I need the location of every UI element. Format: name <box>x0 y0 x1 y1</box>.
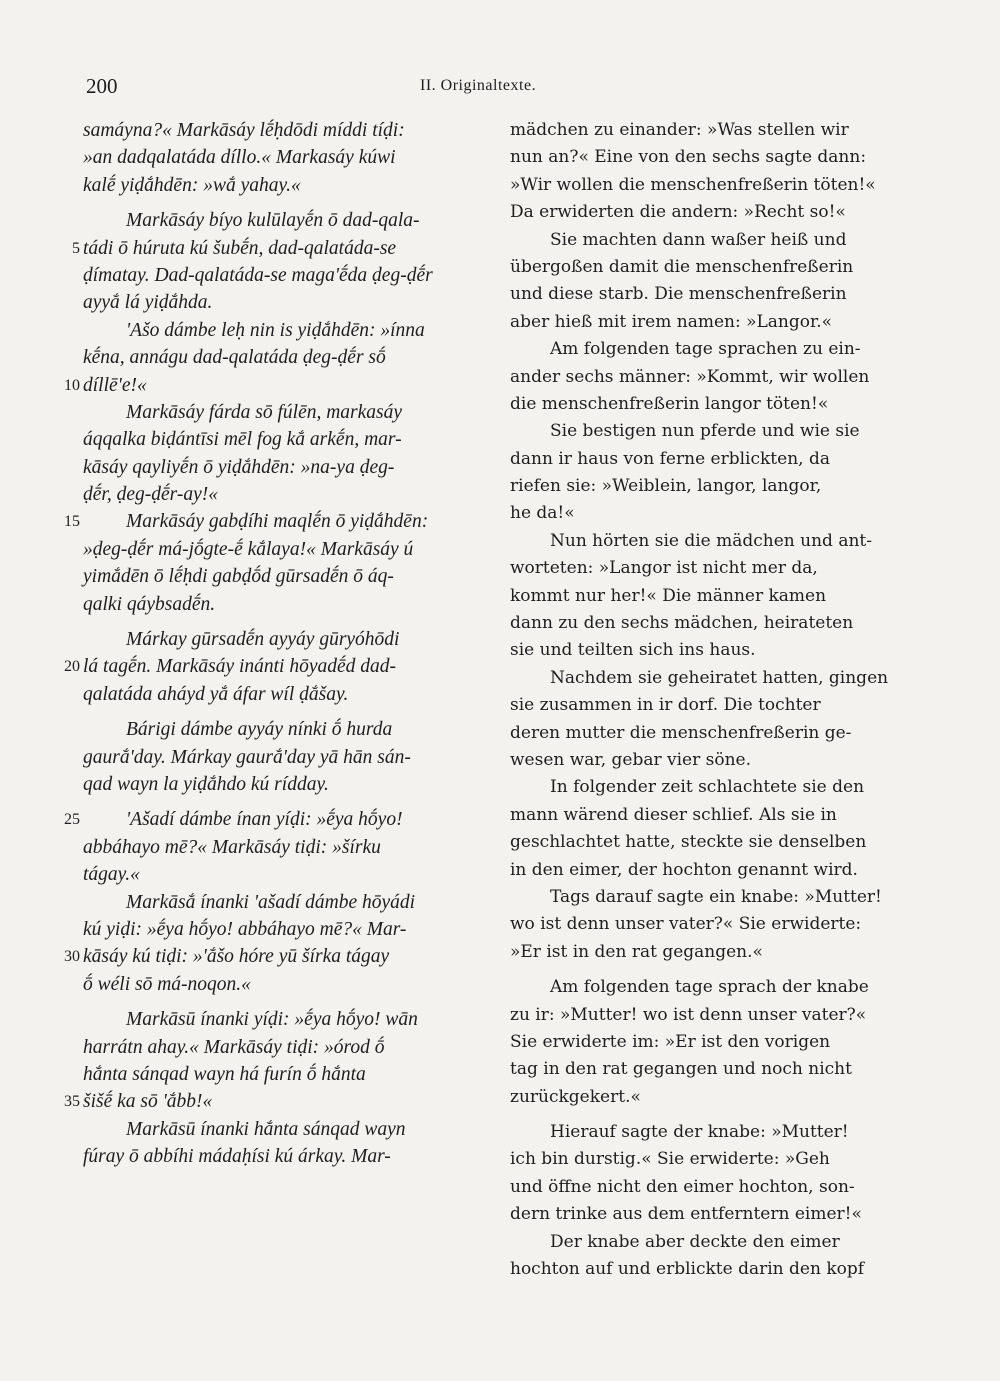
german-line-text: ander sechs männer: »Kommt, wir wollen <box>510 366 870 387</box>
somali-line <box>83 744 483 771</box>
german-line <box>510 473 905 500</box>
line-number: 20 <box>64 658 80 676</box>
somali-line-text: Markāsáy gabḍíhi maqlḗn ō yiḍắhdēn: <box>126 511 429 533</box>
german-line <box>510 1119 905 1146</box>
german-line-text: Nachdem sie geheiratet hatten, gingen <box>550 667 889 688</box>
line-number: 5 <box>72 239 80 257</box>
somali-line <box>83 426 483 453</box>
somali-line <box>64 1088 483 1115</box>
german-line <box>510 747 905 774</box>
somali-line <box>83 861 483 888</box>
german-line-text: tag in den rat gegangen und noch nicht <box>510 1059 852 1080</box>
somali-line-text: kú yiḍi: »ḗya hṓyo! abbáhayo mē?« Mar- <box>83 918 407 940</box>
german-line <box>510 336 905 363</box>
german-line <box>510 172 905 199</box>
somali-line <box>83 1116 483 1143</box>
german-line <box>510 665 905 692</box>
somali-line-text: yimắdēn ō lḗḥdi gabḍṓd gūrsadḗn ō áq- <box>83 566 394 588</box>
somali-line-text: fúray ō abbíhi mádaḥísi kú árkay. Mar- <box>83 1146 391 1168</box>
german-line-text: aber hieß mit irem namen: »Langor.« <box>510 311 833 332</box>
somali-line-text: abbáhayo mē?« Markāsáy tiḍi: »šírku <box>83 836 381 858</box>
german-line <box>510 199 905 226</box>
german-line <box>510 1174 905 1201</box>
somali-line-text: ḍímatay. Dad-qalatáda-se maga'ḗda ḍeg-ḍḗr <box>83 264 433 286</box>
line-number: 25 <box>64 811 80 829</box>
german-line-text: dern trinke aus dem entferntern eimer!« <box>510 1204 862 1225</box>
german-line <box>510 774 905 801</box>
somali-line <box>83 207 483 234</box>
german-line-text: Da erwiderten die andern: »Recht so!« <box>510 202 846 223</box>
somali-line-text: Markāsū ínanki yíḍi: »ḗya hṓyo! wān <box>126 1009 418 1031</box>
german-line-text: mädchen zu einander: »Was stellen wir <box>510 120 849 140</box>
somali-line <box>83 834 483 861</box>
german-line <box>510 720 905 747</box>
german-line <box>510 446 905 473</box>
line-number: 35 <box>64 1093 80 1111</box>
german-line-text: Am folgenden tage sprachen zu ein- <box>550 339 861 360</box>
german-line-text: kommt nur her!« Die männer kamen <box>510 585 827 606</box>
somali-line-text: ḍḗr, ḍeg-ḍḗr-ay!« <box>83 484 218 506</box>
somali-line-text: 'Ašadí dámbe ínan yíḍi: »ḗya hṓyo! <box>126 809 403 831</box>
somali-text-column <box>64 117 483 1170</box>
somali-line <box>83 563 483 590</box>
german-line <box>510 974 905 1001</box>
somali-line-text: kalḗ yiḍắhdēn: »wắ yahay.« <box>83 174 301 196</box>
german-line <box>510 281 905 308</box>
somali-line <box>83 399 483 426</box>
german-line-text: Sie machten dann waßer heiß und <box>550 229 847 250</box>
running-head: II. Originaltexte. <box>420 77 537 94</box>
somali-line-text: šišḗ ka sō 'ắbb!« <box>83 1091 213 1113</box>
german-line-text: in den eimer, der hochton genannt wird. <box>510 859 858 880</box>
german-translation-column <box>510 117 905 1283</box>
somali-line-text: qad wayn la yiḍắhdo kú rídday. <box>83 773 329 795</box>
somali-line <box>83 536 483 563</box>
german-line <box>510 555 905 582</box>
german-line <box>510 528 905 555</box>
somali-line-text: Markāsáy fárda sō fúlēn, markasáy <box>126 401 403 423</box>
somali-line <box>64 806 483 833</box>
somali-line <box>64 653 483 680</box>
somali-line-text: ṓ wéli sō má-noqon.« <box>83 973 251 995</box>
german-line-text: Sie bestigen nun pferde und wie sie <box>550 421 860 442</box>
german-line-text: zu ir: »Mutter! wo ist denn unser vater?« <box>510 1004 867 1025</box>
german-line-text: he da!« <box>510 503 575 524</box>
german-line <box>510 254 905 281</box>
somali-line <box>83 1006 483 1033</box>
somali-line <box>83 144 483 171</box>
somali-line <box>83 1061 483 1088</box>
somali-line <box>83 626 483 653</box>
german-line <box>510 583 905 610</box>
german-line <box>510 610 905 637</box>
german-line-text: mann wärend dieser schlief. Als sie in <box>510 804 837 825</box>
german-line <box>510 802 905 829</box>
somali-line-text: kḗna, annágu dad-qalatáda ḍeg-ḍḗr sṓ <box>83 347 386 369</box>
somali-line-text: harrátn ahay.« Markāsáy tiḍi: »órod ṓ <box>83 1036 385 1058</box>
german-line <box>510 911 905 938</box>
german-line <box>510 500 905 527</box>
somali-line-text: »an dadqalatáda díllo.« Markasáy kúwi <box>83 147 396 169</box>
somali-line-text: tágay.« <box>83 864 140 886</box>
somali-line-text: Bárigi dámbe ayyáy nínki ṓ hurda <box>126 719 393 741</box>
german-line-text: wesen war, gebar vier söne. <box>510 749 751 770</box>
german-line-text: die menschenfreßerin langor töten!« <box>510 393 829 414</box>
somali-line-text: Márkay gūrsadḗn ayyáy gūryóhōdi <box>126 629 400 651</box>
somali-line-text: ayyắ lá yiḍắhda. <box>83 292 213 314</box>
somali-line-text: qalki qáybsadḗn. <box>83 593 216 615</box>
german-line <box>510 1084 905 1111</box>
somali-line <box>64 508 483 535</box>
german-line <box>510 857 905 884</box>
german-line-text: Am folgenden tage sprach der knabe <box>550 977 869 998</box>
german-line <box>510 117 905 144</box>
somali-line-text: Markāsáy bíyo kulūlayḗn ō dad-qala- <box>126 210 420 232</box>
somali-line-text: Markāsắ ínanki 'ašadí dámbe hōyádi <box>126 891 416 913</box>
somali-line-text: qalatáda aháyd yắ áfar wíl ḍắšay. <box>83 683 349 705</box>
somali-line-text: lá tagḗn. Markāsáy inánti hōyadḗd dad- <box>83 656 397 678</box>
german-line <box>510 391 905 418</box>
line-number: 10 <box>64 376 80 394</box>
somali-line <box>83 1143 483 1170</box>
german-line <box>510 364 905 391</box>
german-line-text: Der knabe aber deckte den eimer <box>550 1231 840 1252</box>
german-line <box>510 1146 905 1173</box>
somali-line-text: áqqalka biḍántīsi mēl fog kắ arkḗn, mar- <box>83 429 402 451</box>
german-line-text: übergoßen damit die menschenfreßerin <box>510 256 854 277</box>
german-line-text: Sie erwiderte im: »Er ist den vorigen <box>510 1031 831 1052</box>
somali-line <box>83 117 483 144</box>
german-line-text: Hierauf sagte der knabe: »Mutter! <box>550 1122 849 1143</box>
somali-line <box>72 235 483 262</box>
german-line <box>510 1029 905 1056</box>
german-line <box>510 1256 905 1283</box>
german-line <box>510 829 905 856</box>
somali-line <box>83 591 483 618</box>
german-line <box>510 637 905 664</box>
somali-line <box>83 317 483 344</box>
somali-line-text: 'Ašo dámbe leḥ nin is yiḍắhdēn: »ínna <box>126 319 425 341</box>
german-line-text: wo ist denn unser vater?« Sie erwiderte: <box>510 914 862 935</box>
german-line <box>510 418 905 445</box>
german-line-text: »Wir wollen die menschenfreßerin töten!« <box>510 174 876 195</box>
somali-line-text: »ḍeg-ḍḗr má-jṓgte-ḗ kắlaya!« Markāsáy ú <box>83 538 414 560</box>
somali-line-text: tádi ō húruta kú šubḗn, dad-qalatáda-se <box>83 237 397 259</box>
german-line <box>510 1056 905 1083</box>
line-number: 15 <box>64 513 80 531</box>
german-line <box>510 939 905 966</box>
german-line <box>510 1201 905 1228</box>
somali-line-text: kāsáy kú tiḍi: »'ắšo hóre yū šírka tágay <box>83 946 390 968</box>
somali-line <box>83 716 483 743</box>
somali-line <box>83 889 483 916</box>
somali-line <box>83 971 483 998</box>
german-line-text: deren mutter die menschenfreßerin ge- <box>510 722 852 743</box>
german-line-text: und öffne nicht den eimer hochton, son- <box>510 1176 855 1197</box>
german-line-text: Tags darauf sagte ein knabe: »Mutter! <box>550 886 882 907</box>
german-line-text: geschlachtet hatte, steckte sie denselben <box>510 832 867 853</box>
somali-line <box>83 1034 483 1061</box>
german-line <box>510 144 905 171</box>
german-line-text: nun an?« Eine von den sechs sagte dann: <box>510 147 867 168</box>
somali-line <box>64 372 483 399</box>
german-line-text: sie zusammen in ir dorf. Die tochter <box>510 695 821 716</box>
somali-line-text: gaurắ'day. Márkay gaurắ'day yā hān sán- <box>83 746 411 768</box>
somali-line <box>83 172 483 199</box>
german-line-text: hochton auf und erblickte darin den kopf <box>510 1259 865 1280</box>
german-line <box>510 1229 905 1256</box>
german-line <box>510 884 905 911</box>
german-line <box>510 227 905 254</box>
somali-line <box>83 344 483 371</box>
somali-line <box>83 771 483 798</box>
german-line-text: worteten: »Langor ist nicht mer da, <box>510 558 818 579</box>
line-number: 30 <box>64 948 80 966</box>
somali-line <box>83 681 483 708</box>
somali-line <box>83 262 483 289</box>
german-line-text: dann zu den sechs mädchen, heirateten <box>510 613 854 634</box>
somali-line <box>83 454 483 481</box>
german-line-text: In folgender zeit schlachtete sie den <box>550 777 865 798</box>
page-number: 200 <box>86 74 118 98</box>
german-line <box>510 1002 905 1029</box>
somali-line <box>83 916 483 943</box>
somali-line-text: hắnta sánqad wayn há furín ṓ hắnta <box>83 1063 366 1085</box>
german-line <box>510 309 905 336</box>
german-line-text: zurückgekert.« <box>510 1086 641 1107</box>
german-line-text: und diese starb. Die menschenfreßerin <box>510 284 847 305</box>
somali-line <box>83 481 483 508</box>
somali-line <box>83 289 483 316</box>
german-line <box>510 692 905 719</box>
german-line-text: Nun hörten sie die mädchen und ant- <box>550 530 873 551</box>
german-line-text: dann ir haus von ferne erblickten, da <box>510 448 830 469</box>
german-line-text: ich bin durstig.« Sie erwiderte: »Geh <box>510 1149 830 1170</box>
somali-line-text: kāsáy qayliyḗn ō yiḍắhdēn: »na-ya ḍeg- <box>83 456 395 478</box>
german-line-text: riefen sie: »Weiblein, langor, langor, <box>510 476 822 497</box>
german-line-text: »Er ist in den rat gegangen.« <box>510 941 763 962</box>
german-line-text: sie und teilten sich ins haus. <box>510 640 756 661</box>
somali-line-text: samáyna?« Markāsáy lḗḥdōdi míddi tíḍi: <box>83 120 405 141</box>
somali-line <box>64 943 483 970</box>
somali-line-text: Markāsū ínanki hắnta sánqad wayn <box>126 1118 406 1140</box>
somali-line-text: díllē'e!« <box>83 374 147 396</box>
